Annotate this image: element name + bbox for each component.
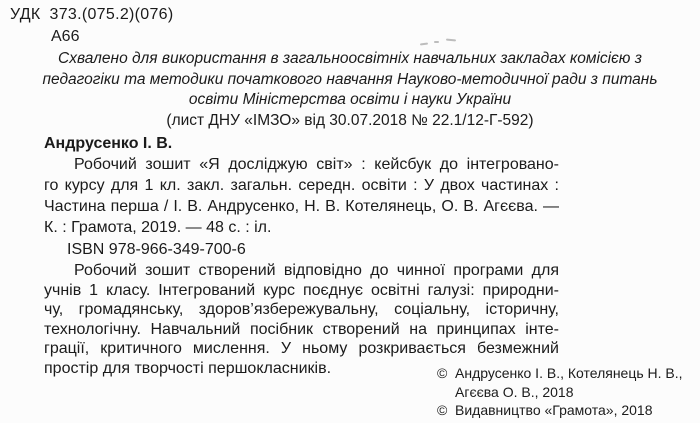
catalog-line: Частина перша / І. В. Андрусенко, Н. В. Котелянець, О. В. Агєєва. — [44, 198, 559, 215]
udk-block [10, 6, 174, 24]
approval-line: Схвалено для використання в загальноосвітніх навчальних закладах комісією з [58, 50, 642, 67]
annotation-line: учнів 1 класу. Інтегрований курс поєднує освітні галузі: природни- [44, 281, 559, 299]
approval-line: педагогіки та методики початкового навчання Науково-методичної ради з питань [42, 70, 658, 88]
approval-line: освіти Міністерства освіти і науки України [188, 91, 512, 108]
annotation-line: простір для творчості першокласників. [44, 359, 332, 377]
annotation-line: технологічну. Навчальний посібник створений на принципах інте- [44, 320, 559, 338]
copyright-authors-line2: Агєєва О. В., 2018 [455, 383, 574, 400]
copyright-block [437, 364, 683, 420]
copyright-authors [437, 364, 683, 383]
annotation-line: Робочий зошит створений відповідно до чинної програми для [74, 262, 559, 279]
annotation-line: грації, критичного мислення. У ньому розкривається безмежний [44, 340, 559, 357]
udk-label: УДК [10, 6, 41, 23]
isbn-number: ISBN 978-966-349-700-6 [67, 241, 246, 258]
annotation-paragraph [44, 261, 559, 378]
approval-note [0, 49, 700, 131]
catalog-line: Робочий зошит «Я досліджую світ» : кейсбук до інтегровано- [74, 156, 559, 173]
author-heading: Андрусенко І. В. [44, 135, 173, 152]
author-sign-code: А66 [51, 28, 80, 45]
catalog-line: го курсу для 1 кл. закл. загальн. середн. освіти : У двох частинах : [44, 177, 559, 194]
scan-artifact [420, 39, 460, 47]
bibliographic-entry [44, 133, 559, 238]
catalog-line: К. : Грамота, 2019. — 48 с. : іл. [44, 219, 272, 236]
udk-number: 373.(075.2)(076) [49, 6, 174, 23]
copyright-symbol: © [437, 365, 448, 381]
copyright-publisher-line: Видавництво «Грамота», 2018 [455, 402, 653, 418]
copyright-authors-line1: Андрусенко І. В., Котелянець Н. В., [455, 365, 683, 381]
annotation-line: чу, громадянську, здоров’язбережувальну, соціальну, історичну, [44, 301, 559, 318]
copyright-symbol: © [437, 402, 448, 418]
copyright-publisher [437, 401, 683, 420]
approval-letter-reference: (лист ДНУ «ІМЗО» від 30.07.2018 № 22.1/12-Г-592) [166, 111, 534, 129]
